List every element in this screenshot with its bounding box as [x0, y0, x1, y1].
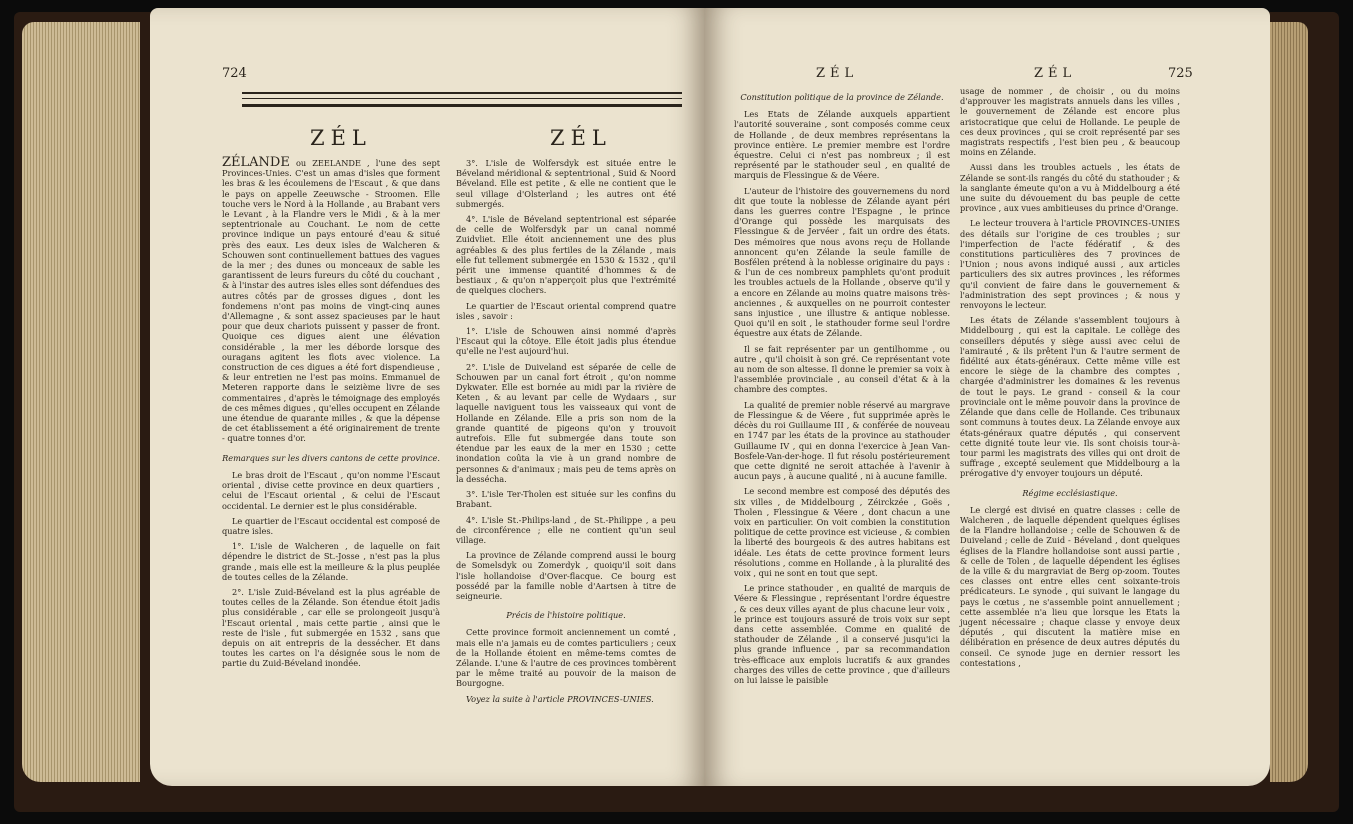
header-rule: [242, 98, 682, 99]
paragraph: Le second membre est composé des députés des six villes , de Middelbourg , Zéirckzée , Goës , Tholen , Flessingue & Véere , dont chacun a une voix en particulier. On voit combien la constitution politique de cette province est vicieuse , & combien la liberté des bourgeois & des autres habitans est idéale. Les états de cette province forment leurs résolutions , comme en Hollande , à la pluralité des voix , qui ne sont en tout que sept.: [734, 486, 950, 578]
running-header: ZÉL: [816, 66, 859, 81]
paragraph: usage de nommer , de choisir , ou du moins d'approuver les magistrats annuels dans les villes , le gouvernement de Zélande est encore plus aristocratique que celui de Hollande. Le peuple de ces deux provinces , qui se croit représenté par ses magistrats respectifs , l'est bien peu , & beaucoup moins en Zélande.: [960, 86, 1180, 158]
lead-word: ZÉLANDE: [222, 155, 290, 170]
paragraph: Le lecteur trouvera à l'article PROVINCES-UNIES des détails sur l'origine de ces troubles ; sur l'imperfection de l'acte fédératif , & des constitutions particulières des 7 provinces de l'Union ; nous avons indiqué aussi , aux articles particuliers des six autres provinces , les réformes qu'il convient de faire dans le gouvernement & l'administration des sept provinces ; & nous y renvoyons le lecteur.: [960, 218, 1180, 311]
header-rule: [242, 92, 682, 94]
paragraph: 1°. L'isle de Walcheren , de laquelle on fait dépendre le district de St.-Josse , n'est pas la plus grande , mais elle est la meilleure & la plus peuplée de toutes celles de la Zélande.: [222, 541, 440, 582]
paragraph: L'auteur de l'histoire des gouvernemens du nord dit que toute la noblesse de Zélande ayant péri dans les guerres contre l'Espagne , le prince d'Orange qui possède les marquisats des Flessingue & de Jervéer , fait un ordre des états. Des mémoires que nous avons reçu de Hollande annoncent qu'en Zélande la seule famille de Bosfélen prétend à la noblesse originaire du pays : & l'un de ces nombreux pamphlets qu'ont produit les troubles actuels de la Hollande , observe qu'il y a encore en Zélande au moins quatre maisons très-anciennes , & auxquelles on ne pourroit contester sans injustice , une illustre & antique noblesse. Quoi qu'il en soit , le stathouder forme seul l'ordre équestre aux états de Zélande.: [734, 185, 950, 339]
paragraph: La qualité de premier noble réservé au margrave de Flessingue & de Véere , fut supprimée après le décès du roi Guillaume III , & conférée de nouveau en 1747 par les états de la province au stathouder Guillaume IV , qui en donna l'exercice à Jean Van-Bosfele-Van-der-hoge. Il fut résolu postérieurement que cette dignité ne seroit attachée à l'avenir à aucun pays , à aucune qualité , ni à aucune famille.: [734, 399, 950, 482]
paragraph: 2°. L'isle Zuid-Béveland est la plus agréable de toutes celles de la Zélande. Son étendue étoit jadis plus considérable , car elle se prolongeoit jusqu'à l'Escaut oriental , mais cette partie , ainsi que le reste de l'isle , fut submergée en 1532 , sans que depuis on ait entrepris de la dessécher. Et dans toutes les cartes on l'a désignée sous le nom de partie du Zuid-Béveland inondée.: [222, 586, 440, 669]
paragraph: Aussi dans les troubles actuels , les états de Zélande se sont-ils rangés du côté du stathouder ; & la sanglante émeute qu'on a vu à Middelbourg a été une suite du dévouement du bas peuple de cette province , aux vues ambitieuses du prince d'Orange.: [960, 162, 1180, 214]
paragraph: 3°. L'isle de Wolfersdyk est située entre le Béveland méridional & septentrional , Suid & Noord Béveland. Elle est petite , & elle ne contient que le seul village d'Olsterland ; les autres ont été submergés.: [456, 158, 676, 209]
page-number: 725: [1168, 66, 1193, 81]
section-heading: Précis de l'histoire politique.: [506, 610, 626, 621]
paragraph: La province de Zélande comprend aussi le bourg de Somelsdyk ou Zomerdyk , quoiqu'il soit dans l'isle hollandoise d'Over-flacque. Ce bourg est possédé par la famille noble d'Aartsen à titre de seigneurie.: [456, 550, 676, 601]
paragraph: 4°. L'isle de Béveland septentrional est séparée de celle de Wolfersdyk par un canal nommé Zuidvliet. Elle étoit anciennement une des plus agréables & des plus fertiles de la Zélande , mais elle fut tellement submergée en 1530 & 1532 , qu'il périt une immense quantité d'hommes & de bestiaux , & qu'on n'apperçoit plus que l'extrémité de quelques clochers.: [456, 214, 676, 296]
paragraph: Le clergé est divisé en quatre classes : celle de Walcheren , de laquelle dépendent quelques églises de la Flandre hollandoise ; celle de Schouwen & de Duiveland ; celle de Zuid - Béveland , dont quelques églises de la Flandre hollandoise sont aussi partie , & celle de Tolen , de laquelle dépendent les églises de la ville & du margraviat de Berg op-zoom. Toutes ces classes ont entre elles cent soixante-trois prédicateurs. Le synode , qui suivant le langage du pays le cœtus , ne s'assemble point annuellement ; cette assemblée n'a lieu que lorsque les Etats la jugent nécessaire ; chaque classe y envoye deux députés , qui discutent la matière mise en délibération en présence de deux autres députés du conseil. Ce synode juge en dernier ressort les contestations ,: [960, 504, 1180, 668]
paragraph: Le quartier de l'Escaut occidental est composé de quatre isles.: [222, 515, 440, 536]
header-rule: [242, 104, 682, 107]
section-heading: Remarques sur les divers cantons de cette province.: [222, 452, 440, 463]
column-header: ZÉL: [310, 126, 372, 150]
paragraph: Le prince stathouder , en qualité de marquis de Véere & Flessingue , représentant l'ordre équestre , & ces deux villes ayant de plus chacune leur voix , le prince est toujours assuré de trois voix sur sept dans cette assemblée. Comme en qualité de stathouder de Zélande , il a conservé jusqu'ici la plus grande influence , par sa recommandation très-efficace aux emplois lucratifs & aux grandes charges des villes de cette province , que d'ailleurs on lui laisse le paisible: [734, 583, 950, 685]
paragraph: 4°. L'isle St.-Philips-land , de St.-Philippe , a peu de circonférence ; elle ne contient qu'un seul village.: [456, 514, 676, 545]
text-column: [734, 92, 950, 690]
paragraph: ZÉLANDE ou ZEELANDE , l'une des sept Provinces-Unies. C'est un amas d'isles que forment les bras & les écoulemens de l'Escaut , & que dans le pays on appelle Zeeuwsche - Stroomen. Elle touche vers le Nord à la Hollande , au Brabant vers le Levant , à la Flandre vers le Midi , & à la mer septentrionale au Couchant. Le nom de cette province indique un pays entouré d'eau & situé près des eaux. Les deux isles de Walcheren & Schouwen sont continuellement battues des vagues de la mer ; des dunes ou monceaux de sable les garantissent de leurs fureurs du côté du couchant , & à l'instar des autres isles elles sont défendues des autres côtés par de grosses digues , dont les fondemens n'ont pas moins de vingt-cinq aunes d'Allemagne , & sont assez spacieuses par le haut pour que deux chariots puissent y passer de front. Quoique ces digues aient une élévation considérable , la mer les déborde lorsque des ouragans agitent les flots avec violence. La construction de ces digues a été fort dispendieuse , & leur entretien ne l'est pas moins. Emmanuel de Meteren rapporte dans le seizième livre de ses commentaires , d'après le témoignage des employés de ces mêmes digues , qu'elles occupent en Zélande une étendue de quarante milles , & que la dépense de cet établissement a été originairement de trente - quatre tonnes d'or.: [222, 155, 440, 444]
right-page-edges: [1270, 22, 1308, 782]
text-column: [222, 155, 440, 674]
text-column: [456, 158, 676, 709]
paragraph: Cette province formoit anciennement un comté , mais elle n'a jamais eu de comtes particuliers ; ceux de la Hollande étoient en même-tems comtes de Zélande. L'une & l'autre de ces provinces tombèrent par le même traité au pouvoir de la maison de Bourgogne.: [456, 627, 676, 689]
left-page-edges: [22, 22, 140, 782]
paragraph: Il se fait représenter par un gentilhomme , ou autre , qu'il choisit à son gré. Ce représentant vote au nom de son altesse. Il donne le premier sa voix à l'assemblée provinciale , au conseil d'état & à la chambre des comptes.: [734, 343, 950, 395]
section-heading: Constitution politique de la province de Zélande.: [740, 92, 944, 102]
paragraph: Les états de Zélande s'assemblent toujours à Middelbourg , qui est la capitale. Le collège des conseillers députés y siège aussi avec celui de l'amirauté , & ils prêtent l'un & l'autre serment de fidélité aux états-généraux. Cette même ville est encore le siège de la chambre des comptes , chargée d'administrer les domaines & les revenus de tout le pays. Le grand - conseil & la cour provinciale ont le même pouvoir dans la province de Zélande que dans celle de Hollande. Ces tribunaux sont communs à toutes deux. La Zélande envoye aux états-généraux quatre députés , qui conservent cette dignité toute leur vie. Ils sont choisis tour-à-tour parmi les magistrats des villes qui ont droit de suffrage , excepté seulement que Middelbourg a la prérogative d'y envoyer toujours un député.: [960, 315, 1180, 479]
section-heading: Régime ecclésiastique.: [1022, 487, 1118, 498]
paragraph: 2°. L'isle de Duiveland est séparée de celle de Schouwen par un canal fort étroit , qu'on nomme Dykwater. Elle est bornée au midi par la rivière de Keten , & au levant par celle de Wydaars , sur laquelle naviguent tous les vaisseaux qui vont de Hollande en Zélande. Elle a pris son nom de la grande quantité de pigeons qu'on y trouvoit autrefois. Elle fut submergée dans toute son étendue par les eaux de la mer en 1530 ; cette inondation coûta la vie à un grand nombre de personnes & d'animaux ; mais peu de tems après on la dessécha.: [456, 361, 676, 484]
cross-reference: Voyez la suite à l'article PROVINCES-UNIES.: [466, 693, 654, 704]
running-header: ZÉL: [1034, 66, 1077, 81]
paragraph: 3°. L'isle Ter-Tholen est située sur les confins du Brabant.: [456, 489, 676, 510]
left-page: [150, 8, 706, 786]
paragraph: 1°. L'isle de Schouwen ainsi nommé d'après l'Escaut qui la côtoye. Elle étoit jadis plus étendue qu'elle ne l'est aujourd'hui.: [456, 326, 676, 357]
paragraph: Les Etats de Zélande auxquels appartient l'autorité souveraine , sont composés comme ceux de Hollande , de deux membres représentans la province entière. Le premier membre est l'ordre équestre. Celui ci n'est pas nombreux ; il est représenté par le stathouder seul , en qualité de marquis de Flessingue & de Véere.: [734, 109, 950, 181]
paragraph: Le quartier de l'Escaut oriental comprend quatre isles , savoir :: [456, 300, 676, 321]
paragraph: Le bras droit de l'Escaut , qu'on nomme l'Escaut oriental , divise cette province en deux quartiers , celui de l'Escaut oriental , & celui de l'Escaut occidental. Le dernier est le plus considérable.: [222, 469, 440, 511]
right-page: [704, 8, 1270, 786]
text-column: [960, 86, 1180, 673]
column-header: ZÉL: [550, 126, 612, 150]
page-number: 724: [222, 66, 247, 81]
